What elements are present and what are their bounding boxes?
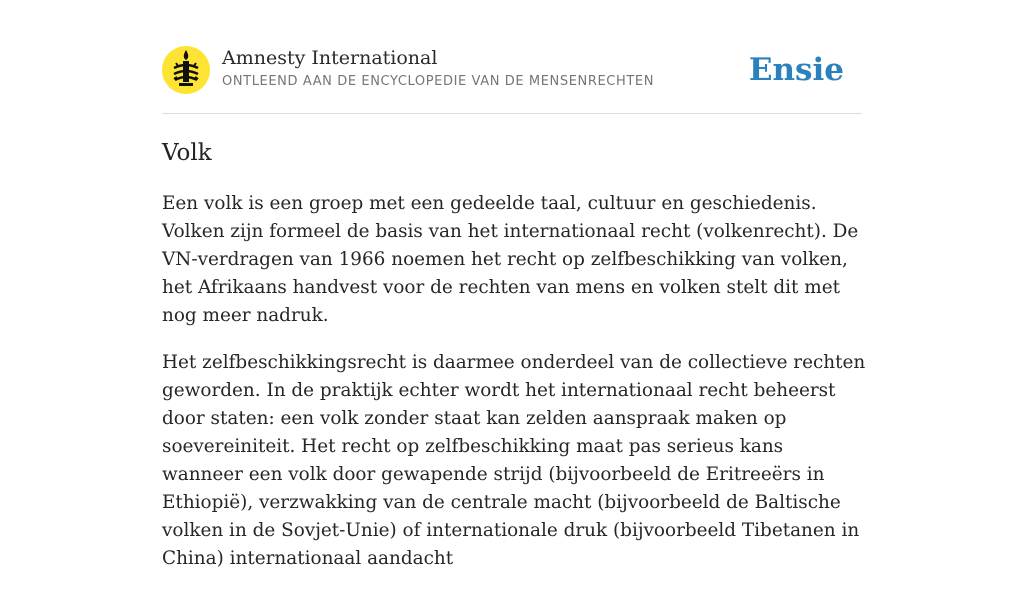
amnesty-candle-icon [162, 46, 210, 94]
article-paragraph: Een volk is een groep met een gedeelde taal, cultuur en geschiedenis. Volken zijn formeel de basis van het internationaal recht (volkenrecht). De VN-verdragen van 1966 noemen het recht op zelfbeschikking van volken, het Afrikaans handvest voor de rechten van mens en volken stelt dit met nog meer nadruk. [162, 193, 859, 326]
ensie-logo[interactable]: Ensie [748, 52, 844, 88]
source-title[interactable]: Amnesty International [222, 47, 438, 69]
source-subtitle: ONTLEEND AAN DE ENCYCLOPEDIE VAN DE MENSENRECHTEN [222, 74, 655, 89]
article-body [162, 190, 867, 592]
article-title: Volk [162, 140, 212, 166]
article-paragraph: Het zelfbeschikkingsrecht is daarmee onderdeel van de collectieve rechten geworden. In de praktijk echter wordt het internationaal recht beheerst door staten: een volk zonder staat kan zelden aanspraak maken op soevereiniteit. Het recht op zelfbeschikking maat pas serieus kans wanneer een volk door gewapende strijd (bijvoorbeeld de Eritreeërs in Ethiopië), verzwakking van de centrale macht (bijvoorbeeld de Baltische volken in de Sovjet-Unie) of internationale druk (bijvoorbeeld Tibetanen in China) internationaal aandacht [162, 352, 866, 569]
header-divider [162, 113, 862, 114]
page-header [162, 46, 862, 96]
